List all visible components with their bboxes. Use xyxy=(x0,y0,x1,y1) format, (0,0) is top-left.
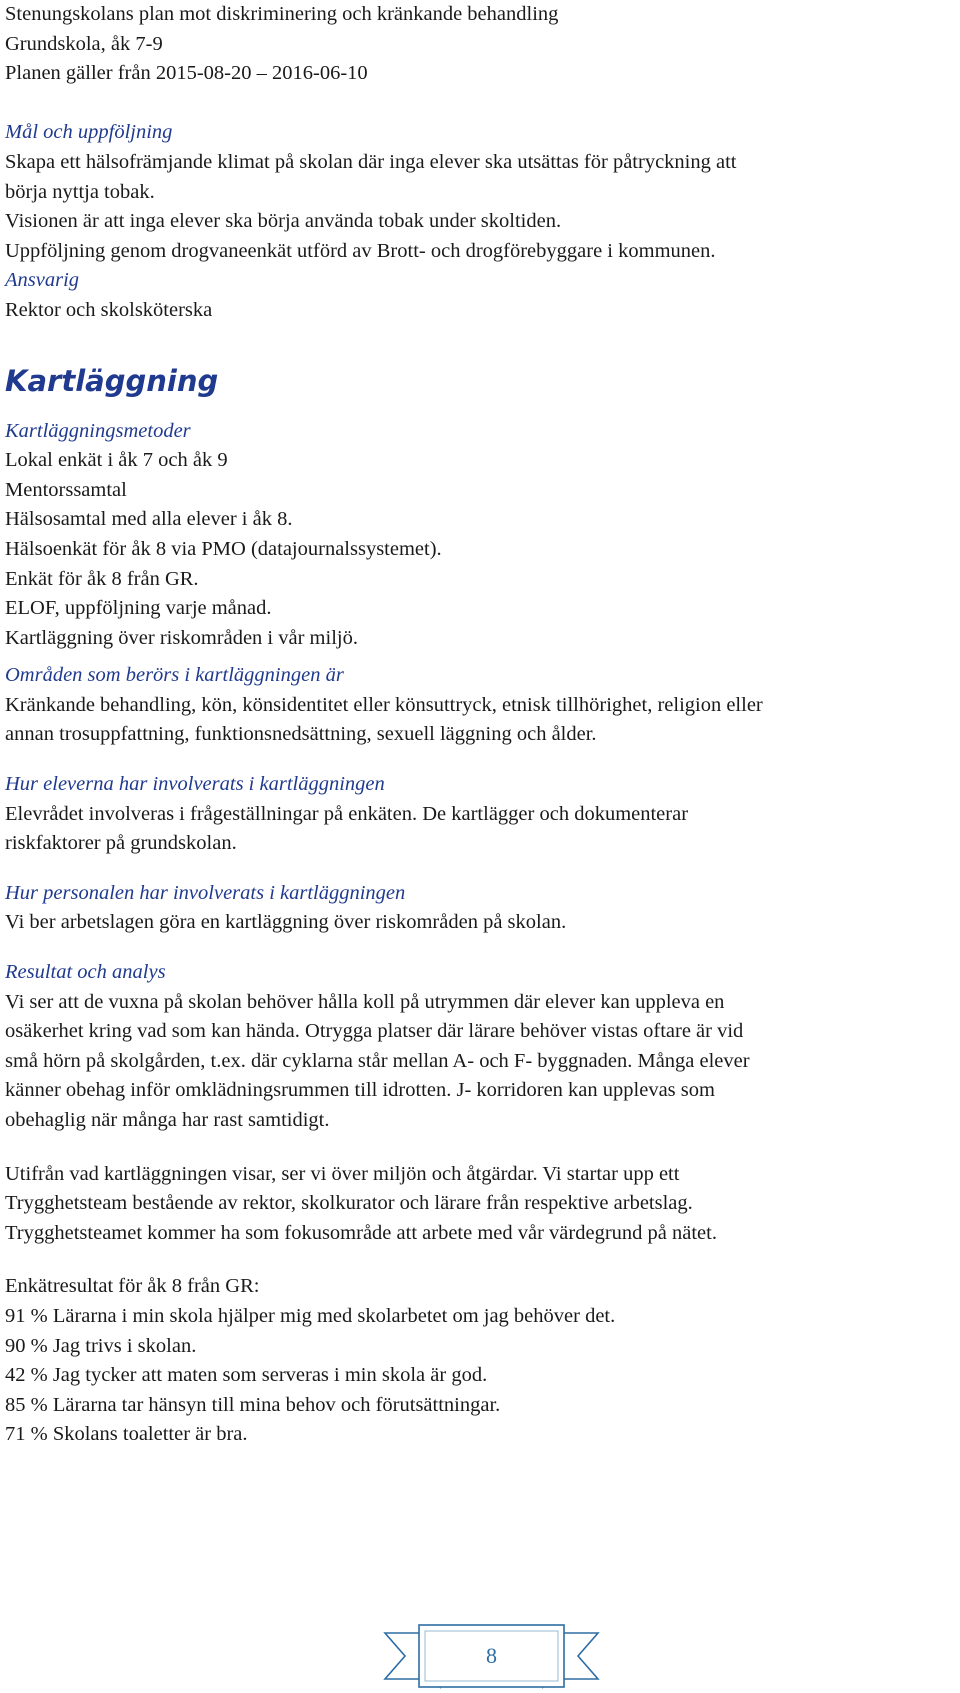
results-text: Vi ser att de vuxna på skolan behöver hålla koll på utrymmen där elever kan uppleva en xyxy=(5,990,725,1013)
students-text: riskfaktorer på grundskolan. xyxy=(5,832,237,855)
document-page xyxy=(5,0,955,1450)
students-text: Elevrådet involveras i frågeställningar på enkäten. De kartlägger och dokumenterar xyxy=(5,802,689,825)
staff-title: Hur personalen har involverats i kartläggningen xyxy=(5,881,406,904)
survey-title: Enkätresultat för åk 8 från GR: xyxy=(5,1275,260,1298)
areas-title: Områden som berörs i kartläggningen är xyxy=(5,664,344,687)
list-item: ELOF, uppföljning varje månad. xyxy=(5,597,272,620)
list-item: Mentorssamtal xyxy=(5,478,127,501)
list-item: Hälsosamtal med alla elever i åk 8. xyxy=(5,508,293,531)
goals-text: Uppföljning genom drogvaneenkät utförd av Brott- och drogförebyggare i kommunen. xyxy=(5,239,716,262)
responsible-title: Ansvarig xyxy=(5,269,80,292)
actions-text: Trygghetsteamet kommer ha som fokusområde att arbete med vår värdegrund på nätet. xyxy=(5,1221,717,1244)
methods-list xyxy=(5,446,955,653)
list-item: Hälsoenkät för åk 8 via PMO (datajournalssystemet). xyxy=(5,537,442,560)
plan-validity: Planen gäller från 2015-08-20 – 2016-06-10 xyxy=(5,62,368,85)
survey-item: 42 % Jag tycker att maten som serveras i min skola är god. xyxy=(5,1364,488,1387)
results-text: osäkerhet kring vad som kan hända. Otrygga platser där lärare behöver vistas oftare är vid xyxy=(5,1020,744,1043)
goals-text: Visionen är att inga elever ska börja använda tobak under skoltiden. xyxy=(5,210,562,233)
section-heading: Kartläggning xyxy=(5,363,219,398)
school-level: Grundskola, åk 7-9 xyxy=(5,32,163,55)
survey-results-list xyxy=(5,1302,955,1450)
list-item: Kartläggning över riskområden i vår miljö. xyxy=(5,626,358,649)
staff-text: Vi ber arbetslagen göra en kartläggning över riskområden på skolan. xyxy=(5,911,567,934)
areas-text: annan trosuppfattning, funktionsnedsättning, sexuell läggning och ålder. xyxy=(5,723,597,746)
students-title: Hur eleverna har involverats i kartläggningen xyxy=(5,773,385,796)
page-number: 8 xyxy=(486,1643,497,1668)
results-text: små hörn på skolgården, t.ex. där cyklarna står mellan A- och F- byggnaden. Många elever xyxy=(5,1049,750,1072)
areas-text: Kränkande behandling, kön, könsidentitet eller könsuttryck, etnisk tillhörighet, religion eller xyxy=(5,693,763,716)
goals-text: börja nyttja tobak. xyxy=(5,180,155,203)
list-item: Enkät för åk 8 från GR. xyxy=(5,567,199,590)
methods-title: Kartläggningsmetoder xyxy=(5,419,191,442)
survey-item: 90 % Jag trivs i skolan. xyxy=(5,1334,197,1357)
goals-text: Skapa ett hälsofrämjande klimat på skolan där inga elever ska utsättas för påtryckning att xyxy=(5,150,737,173)
survey-item: 85 % Lärarna tar hänsyn till mina behov och förutsättningar. xyxy=(5,1393,501,1416)
results-text: känner obehag inför omklädningsrummen till idrotten. J- korridoren kan upplevas som xyxy=(5,1079,715,1102)
list-item: Lokal enkät i åk 7 och åk 9 xyxy=(5,449,228,472)
survey-item: 71 % Skolans toaletter är bra. xyxy=(5,1423,248,1446)
results-text: obehaglig när många har rast samtidigt. xyxy=(5,1109,330,1131)
survey-item: 91 % Lärarna i min skola hjälper mig med skolarbetet om jag behöver det. xyxy=(5,1304,616,1327)
results-title: Resultat och analys xyxy=(5,961,166,984)
actions-text: Trygghetsteam bestående av rektor, skolkurator och lärare från respektive arbetslag. xyxy=(5,1192,693,1215)
goals-title: Mål och uppföljning xyxy=(5,121,173,144)
responsible-text: Rektor och skolsköterska xyxy=(5,298,213,321)
page-number-ribbon xyxy=(383,1623,600,1691)
actions-text: Utifrån vad kartläggningen visar, ser vi över miljön och åtgärdar. Vi startar upp ett xyxy=(5,1162,680,1185)
document-title: Stenungskolans plan mot diskriminering och kränkande behandling xyxy=(5,3,559,25)
